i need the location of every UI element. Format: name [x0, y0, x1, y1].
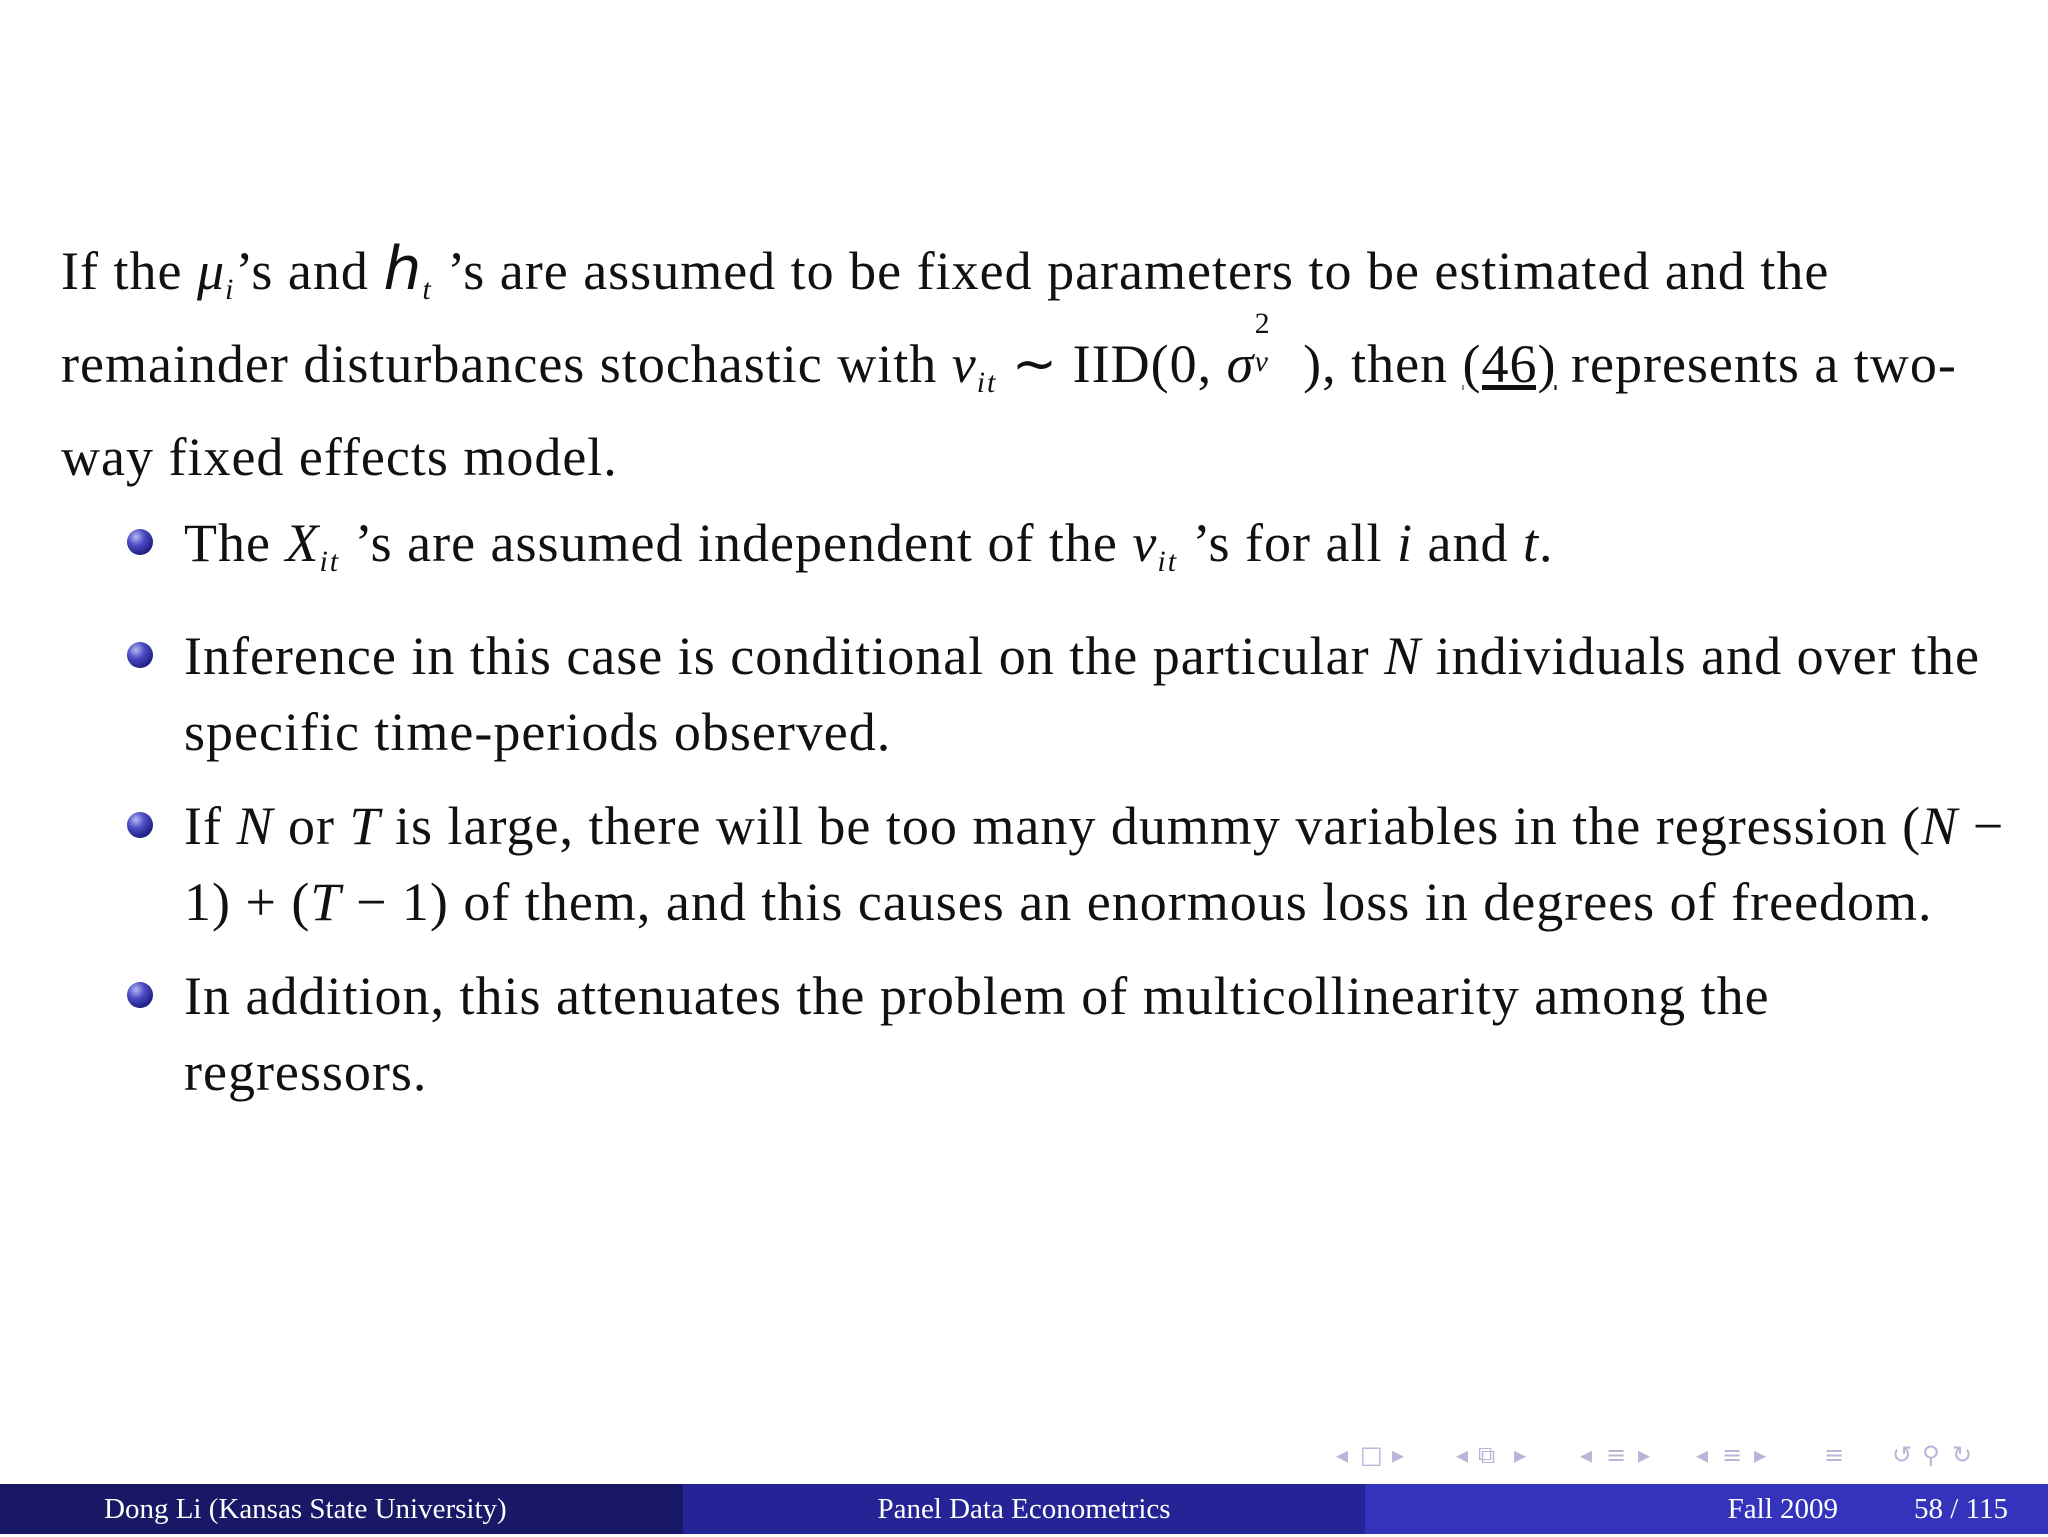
footer-author: Dong Li (Kansas State University) — [104, 1492, 507, 1525]
nav-left-arrow-icon[interactable]: ◂ — [1696, 1441, 1709, 1469]
text-run: represents a two-way fixed effects model. — [61, 334, 1957, 487]
nav-right-arrow-icon[interactable]: ▸ — [1754, 1441, 1767, 1469]
bullet-ball-icon — [127, 529, 153, 555]
text-run: individuals and over the specific time-periods observed. — [184, 626, 1980, 762]
math-t: t — [1522, 513, 1539, 573]
text-run: − 1) + ( — [184, 796, 2005, 932]
slide-content — [61, 232, 2021, 1128]
nav-section-icon[interactable]: ≡ — [1606, 1441, 1627, 1469]
math-h: h — [383, 234, 423, 304]
bullet-item — [61, 618, 2021, 770]
math-v: v — [1132, 513, 1158, 573]
text-run: . — [1539, 513, 1554, 573]
math-N: N — [1921, 796, 1959, 856]
nav-right-arrow-icon[interactable]: ▸ — [1392, 1441, 1405, 1469]
bullet-item — [61, 958, 2021, 1110]
nav-right-arrow-icon[interactable]: ▸ — [1514, 1441, 1527, 1469]
math-N: N — [236, 796, 274, 856]
nav-appendix-icon[interactable]: ≡ — [1824, 1441, 1845, 1469]
nav-left-arrow-icon[interactable]: ◂ — [1580, 1441, 1593, 1469]
text-run: ’s and — [235, 241, 384, 301]
math-T: T — [349, 796, 381, 856]
nav-left-arrow-icon[interactable]: ◂ — [1456, 1441, 1469, 1469]
slide-footer — [0, 1484, 2048, 1534]
math-subscript: t — [422, 273, 433, 306]
bullet-item — [61, 788, 2021, 940]
intro-paragraph — [61, 232, 2021, 495]
footer-info-segment — [1365, 1484, 2048, 1534]
search-icon[interactable]: ⚲ — [1922, 1441, 1940, 1469]
nav-document-icon[interactable]: ≡ — [1722, 1441, 1743, 1469]
text-run: is large, there will be too many dummy variables in the regression ( — [380, 796, 1922, 856]
text-run: and — [1413, 513, 1523, 573]
text-run: − 1) of them, and this causes an enormous loss in degrees of freedom. — [341, 872, 1933, 932]
text-run: ’s for all — [1178, 513, 1397, 573]
nav-subsection-icon[interactable]: ⧉ — [1478, 1441, 1496, 1469]
nav-frame-icon[interactable]: □ — [1360, 1441, 1383, 1469]
math-subscript: it — [976, 366, 998, 399]
text-run: ∼ IID(0, — [997, 334, 1227, 394]
text-run: ), then — [1288, 334, 1463, 394]
math-X: X — [285, 513, 320, 573]
text-run: The — [184, 513, 286, 573]
footer-title: Panel Data Econometrics — [877, 1492, 1171, 1525]
sigma-symbol: σ — [1226, 334, 1255, 394]
nav-right-arrow-icon[interactable]: ▸ — [1638, 1441, 1651, 1469]
math-T: T — [310, 872, 342, 932]
math-sigma — [1226, 307, 1289, 402]
sigma-subscript: v — [1254, 345, 1269, 378]
text-run: ’s are assumed to be fixed parameters to be estimated and the remainder disturbances stochastic with — [61, 241, 1830, 394]
text-run: If the — [61, 241, 197, 301]
footer-author-segment — [0, 1484, 683, 1534]
nav-forward-icon[interactable]: ↻ — [1952, 1441, 1973, 1469]
beamer-navigation — [1336, 1438, 2036, 1472]
nav-back-icon[interactable]: ↺ — [1892, 1441, 1913, 1469]
text-run: If — [184, 796, 237, 856]
bullet-ball-icon — [127, 812, 153, 838]
nav-left-arrow-icon[interactable]: ◂ — [1336, 1441, 1349, 1469]
math-N: N — [1384, 626, 1422, 686]
math-i: i — [1397, 513, 1414, 573]
footer-title-segment — [683, 1484, 1365, 1534]
bullet-list — [61, 505, 2021, 1110]
math-v: v — [951, 334, 977, 394]
text-run: ’s are assumed independent of the — [340, 513, 1133, 573]
footer-page-number: 58 / 115 — [1914, 1492, 2008, 1525]
footer-date: Fall 2009 — [1727, 1492, 1839, 1525]
text-run: or — [273, 796, 350, 856]
bullet-ball-icon — [127, 982, 153, 1008]
math-subscript: i — [225, 273, 236, 306]
text-run: In addition, this attenuates the problem of multicollinearity among the regressors. — [184, 966, 1770, 1102]
math-mu: μ — [196, 241, 226, 301]
bullet-item — [61, 505, 2021, 600]
bullet-ball-icon — [127, 642, 153, 668]
sigma-superscript: 2 — [1254, 307, 1271, 340]
math-subscript: it — [319, 545, 341, 578]
equation-reference-link[interactable]: (46) — [1462, 334, 1557, 394]
text-run: Inference in this case is conditional on the particular — [184, 626, 1385, 686]
math-subscript: it — [1157, 545, 1179, 578]
